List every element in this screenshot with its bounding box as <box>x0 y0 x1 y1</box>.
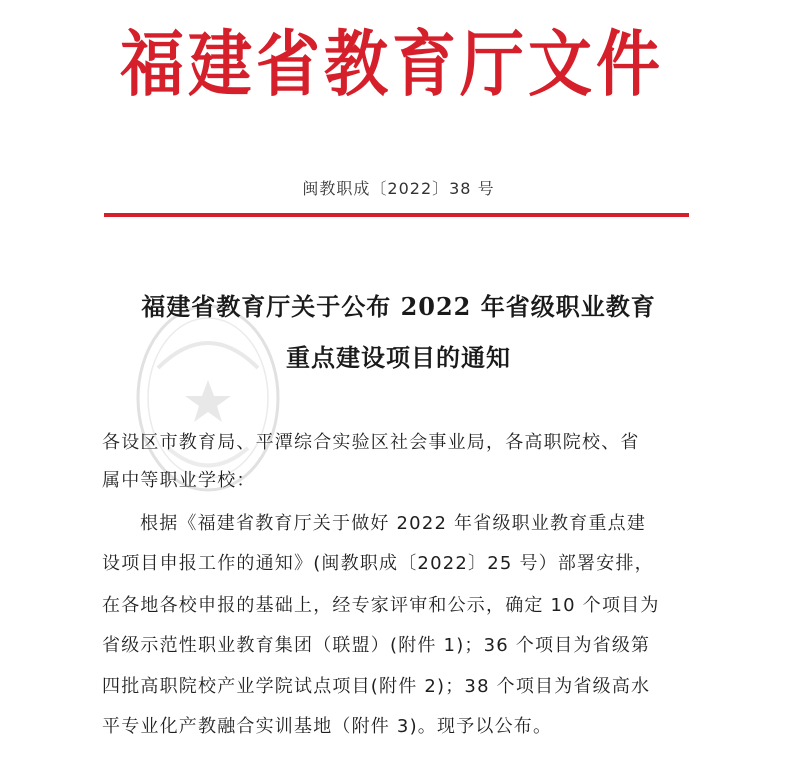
body-line-5: 在各地各校申报的基础上，经专家评审和公示，确定 10 个项目为 <box>102 595 660 616</box>
notice-title-line-1: 福建省教育厅关于公布 2022 年省级职业教育 <box>141 292 656 321</box>
body-line-7: 四批高职院校产业学院试点项目(附件 2)；38 个项目为省级高水 <box>102 676 651 697</box>
body-line-6: 省级示范性职业教育集团（联盟）(附件 1)；36 个项目为省级第 <box>102 635 651 656</box>
document-number: 闽教职成〔2022〕38 号 <box>302 179 495 198</box>
body-line-2: 属中等职业学校： <box>102 470 256 491</box>
body-line-3: 根据《福建省教育厅关于做好 2022 年省级职业教育重点建 <box>140 513 647 534</box>
body-line-1: 各设区市教育局、平潭综合实验区社会事业局，各高职院校、省 <box>102 432 640 453</box>
notice-title-line-2: 重点建设项目的通知 <box>286 343 511 372</box>
body-line-8: 平专业化产教融合实训基地（附件 3)。现予以公布。 <box>102 716 553 737</box>
red-separator-line <box>104 213 689 217</box>
body-line-4: 设项目申报工作的通知》(闽教职成〔2022〕25 号）部署安排， <box>102 553 654 574</box>
masthead-title: 福建省教育厅文件 <box>120 22 664 107</box>
